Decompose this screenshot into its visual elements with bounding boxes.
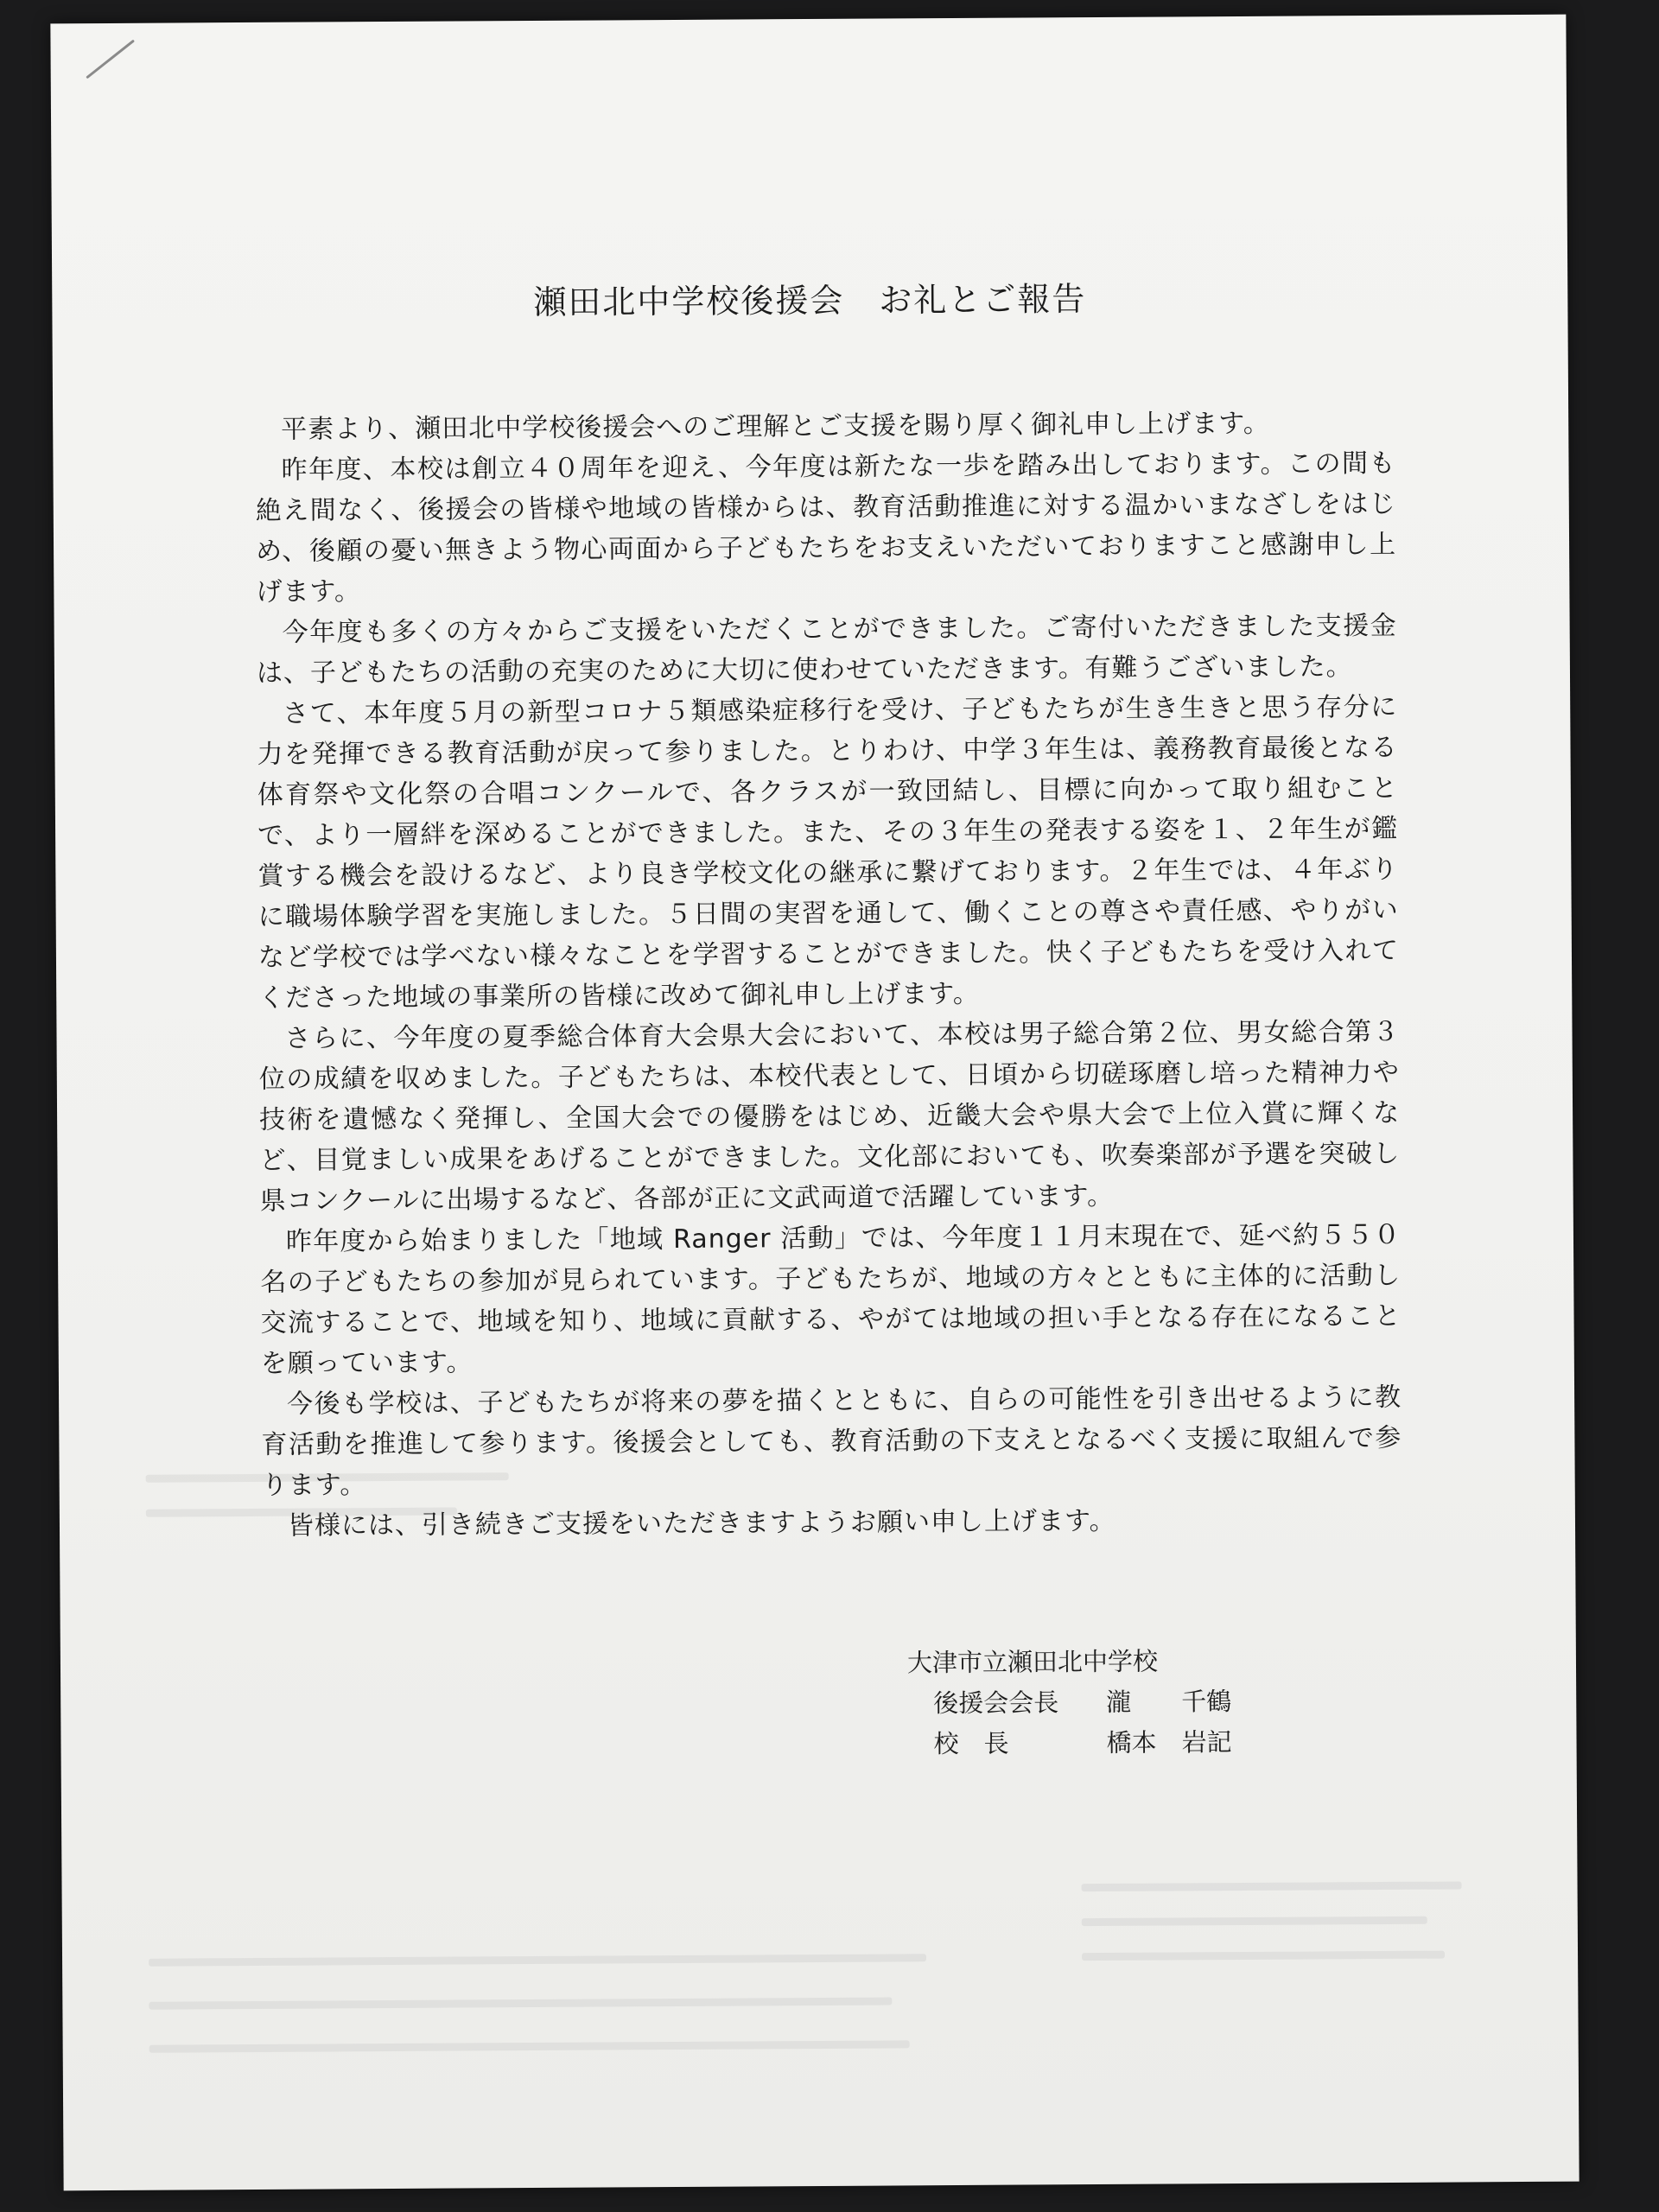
show-through-line: [1082, 1916, 1427, 1926]
paragraph: 平素より、瀬田北中学校後援会へのご理解とご支援を賜り厚く御礼申し上げます。: [281, 408, 1270, 445]
paragraph: さらに、今年度の夏季総合体育大会県大会において、本校は男子総合第２位、男女総合第３位の成績を収めました。子どもたちは、本校代表として、日頃から切磋琢磨し培った精神力や技術を遺憾なく発揮し、全国大会での優勝をはじめ、近畿大会や県大会で上位入賞に輝くなど、目覚ましい成果をあげることができました。文化部においても、吹奏楽部が予選を突破し県コンクールに出場するなど、各部が正に文武両道で活躍しています。: [258, 1016, 1401, 1217]
paragraph: 今年度も多くの方々からご支援をいただくことができました。ご寄付いただきました支援金は、子どもたちの活動の充実のために大切に使わせていただきます。有難うございました。: [256, 610, 1397, 689]
paragraph: さて、本年度５月の新型コロナ５類感染症移行を受け、子どもたちが生き生きと思う存分に力を発揮できる教育活動が戻って参りました。とりわけ、中学３年生は、義務教育最後となる体育祭や文化祭の合唱コンクールで、各クラスが一致団結し、目標に向かって取り組むことで、より一層絆を深めることができました。また、その３年生の発表する姿を１、２年生が鑑賞する機会を設けるなど、より良き学校文化の継承に繋げております。２年生では、４年ぶりに職場体験学習を実施しました。５日間の実習を通して、働くことの尊さや責任感、やりがいなど学校では学べない様々なことを学習することができました。快く子どもたちを受け入れてくださった地域の事業所の皆様に改めて御礼申し上げます。: [257, 691, 1400, 1014]
signature-role-principal: 校 長: [933, 1728, 1009, 1759]
show-through-line: [149, 1997, 892, 2009]
signature-name-chair: 瀧 千鶴: [1106, 1687, 1232, 1717]
document-body: [255, 403, 1402, 1547]
document-page: [50, 15, 1579, 2191]
show-through-line: [149, 2040, 910, 2052]
show-through-line: [149, 1954, 926, 1966]
document-title: 瀬田北中学校後援会 お礼とご報告: [533, 280, 1087, 321]
signature-role-chair: 後援会会長: [933, 1688, 1059, 1719]
paragraph: 今後も学校は、子どもたちが将来の夢を描くとともに、自らの可能性を引き出せるように教育活動を推進して参ります。後援会としても、教育活動の下支えとなるべく支援に取組んで参ります。: [261, 1382, 1402, 1501]
show-through-line: [1082, 1881, 1462, 1891]
signature-name-principal: 橋本 岩記: [1106, 1727, 1232, 1758]
show-through-line: [1082, 1951, 1445, 1961]
paragraph: 昨年度から始まりました「地域 Ranger 活動」では、今年度１１月末現在で、延べ約５５０名の子どもたちの参加が見られています。子どもたちが、地域の方々とともに主体的に活動し交流することで、地域を知り、地域に貢献する、やがては地域の担い手となる存在になることを願っています。: [260, 1219, 1402, 1379]
paragraph: 昨年度、本校は創立４０周年を迎え、今年度は新たな一歩を踏み出しております。この間も絶え間なく、後援会の皆様や地域の皆様からは、教育活動推進に対する温かいまなざしをはじめ、後顧の憂い無きよう物心両面から子どもたちをお支えいただいておりますこと感謝申し上げます。: [255, 448, 1397, 607]
staple-mark: [86, 40, 135, 79]
signature-block: [907, 1641, 1232, 1764]
paragraph: 皆様には、引き続きご支援をいただきますようお願い申し上げます。: [287, 1505, 1116, 1541]
signature-school: 大津市立瀬田北中学校: [906, 1646, 1159, 1678]
